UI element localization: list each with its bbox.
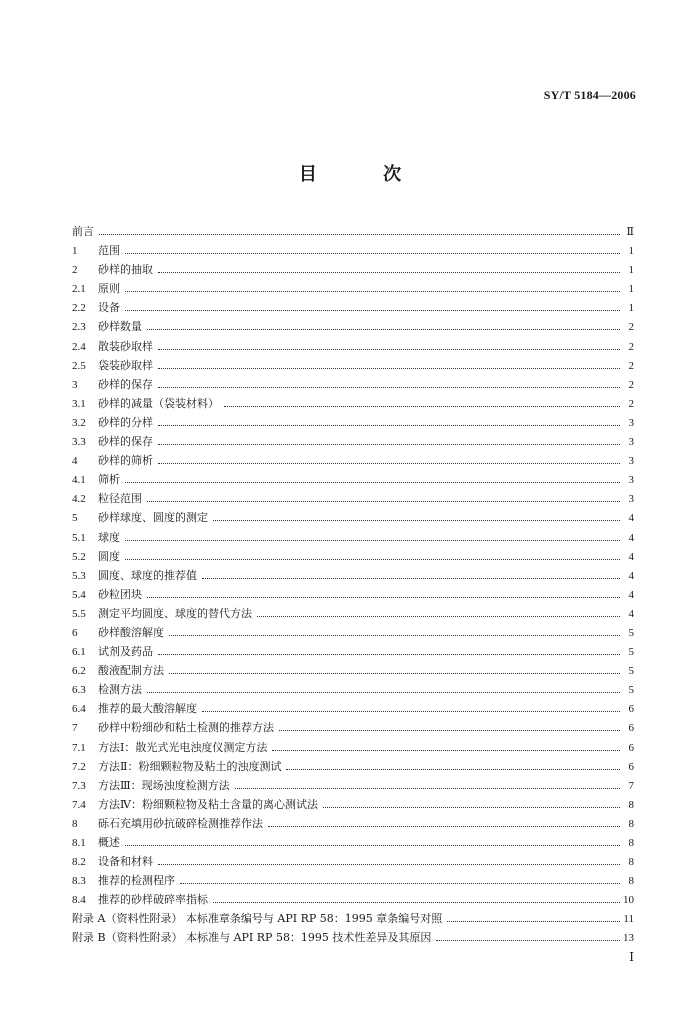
standard-number: SY/T 5184—2006 — [543, 88, 636, 102]
toc-entry-page: 6 — [628, 722, 634, 735]
toc-entry-label: 砂样的保存 — [98, 377, 153, 391]
toc-entry-label: 推荐的检测程序 — [98, 874, 175, 888]
toc-leader-dots — [147, 317, 620, 330]
toc-entry-label: 砂样球度、圆度的测定 — [98, 511, 208, 525]
toc-entry[interactable] — [72, 623, 634, 642]
toc-leader-dots — [213, 890, 620, 903]
toc-entry-number: 7.1 — [72, 741, 86, 754]
toc-entry[interactable] — [72, 413, 634, 432]
toc-entry-page: 8 — [628, 817, 634, 830]
toc-entry-number: 2.5 — [72, 359, 86, 372]
toc-entry-label: 砂样的减量（袋装材料） — [98, 396, 219, 410]
toc-leader-dots — [158, 852, 620, 865]
toc-entry-number: 2.1 — [72, 283, 86, 296]
toc-leader-dots — [180, 871, 620, 884]
toc-entry-number: 8 — [72, 817, 78, 830]
toc-entry-label: 附录 A（资料性附录） 本标准章条编号与 API RP 58：1995 章条编号对照 — [72, 912, 443, 926]
page-number: Ⅰ — [629, 950, 634, 964]
toc-entry[interactable] — [72, 298, 634, 317]
toc-leader-dots — [279, 718, 620, 731]
toc-entry-page: 4 — [628, 607, 634, 620]
toc-entry-page: 4 — [628, 588, 634, 601]
toc-entry[interactable] — [72, 489, 634, 508]
toc-leader-dots — [147, 489, 620, 502]
toc-entry[interactable] — [72, 279, 634, 298]
toc-entry-label: 概述 — [98, 836, 120, 849]
toc-entry-label: 范围 — [98, 244, 120, 258]
toc-entry-label: 砂样的分样 — [98, 415, 153, 429]
toc-entry[interactable] — [72, 718, 634, 737]
toc-entry-page: 1 — [628, 302, 634, 315]
toc-leader-dots — [158, 451, 620, 464]
toc-entry-label: 试剂及药品 — [98, 645, 153, 659]
toc-entry[interactable] — [72, 394, 634, 413]
toc-leader-dots — [158, 642, 620, 655]
toc-entry-label: 方法Ⅲ：现场浊度检测方法 — [98, 778, 230, 792]
toc-entry-page: 3 — [628, 416, 634, 429]
toc-entry-number: 5.3 — [72, 569, 86, 582]
toc-entry-page: 8 — [628, 856, 634, 869]
toc-entry-page: 3 — [628, 493, 634, 506]
toc-entry-page: 3 — [628, 436, 634, 449]
toc-entry-label: 酸液配制方法 — [98, 664, 164, 678]
toc-leader-dots — [158, 413, 620, 426]
toc-entry-label: 砂样酸溶解度 — [98, 625, 164, 639]
toc-entry[interactable] — [72, 470, 634, 489]
toc-entry-page: Ⅱ — [626, 226, 634, 238]
toc-leader-dots — [158, 260, 620, 273]
toc-entry-number: 6.1 — [72, 646, 86, 659]
toc-entry[interactable] — [72, 451, 634, 470]
toc-entry-number: 6.4 — [72, 703, 86, 716]
toc-leader-dots — [202, 699, 620, 712]
toc-leader-dots — [169, 661, 620, 674]
toc-entry-number: 2.2 — [72, 302, 86, 315]
toc-entry-label: 圆度 — [98, 549, 120, 563]
toc-entry-number: 7 — [72, 722, 78, 735]
toc-entry-page: 2 — [628, 378, 634, 391]
toc-entry-label: 砂样中粉细砂和粘土检测的推荐方法 — [98, 721, 274, 735]
toc-entry-label: 原则 — [98, 282, 120, 296]
toc-entry-label: 筛析 — [98, 473, 120, 487]
toc-entry[interactable] — [72, 337, 634, 356]
toc-entry-page: 4 — [628, 569, 634, 582]
toc-entry[interactable] — [72, 356, 634, 375]
toc-entry-page: 1 — [628, 245, 634, 258]
toc-leader-dots — [125, 833, 620, 846]
toc-entry-number: 4.1 — [72, 474, 86, 487]
table-of-contents — [72, 222, 634, 948]
toc-leader-dots — [436, 928, 620, 941]
toc-entry-label: 砂样数量 — [98, 320, 142, 334]
toc-entry-number: 8.3 — [72, 875, 86, 888]
toc-entry-page: 8 — [628, 798, 634, 811]
toc-leader-dots — [125, 298, 620, 311]
toc-leader-dots — [268, 814, 620, 827]
toc-entry[interactable] — [72, 585, 634, 604]
toc-leader-dots — [125, 547, 620, 560]
toc-entry-number: 3.1 — [72, 397, 86, 410]
toc-leader-dots — [286, 757, 620, 770]
toc-entry-label: 粒径范围 — [98, 492, 142, 506]
toc-entry-number: 6.3 — [72, 684, 86, 697]
toc-leader-dots — [147, 585, 620, 598]
toc-entry-page: 2 — [628, 359, 634, 372]
toc-entry[interactable] — [72, 566, 634, 585]
toc-entry-number: 5 — [72, 512, 78, 525]
toc-entry-page: 11 — [623, 913, 634, 926]
toc-leader-dots — [125, 470, 620, 483]
toc-entry[interactable] — [72, 547, 634, 566]
toc-entry[interactable] — [72, 508, 634, 527]
toc-entry-number: 8.4 — [72, 894, 86, 907]
toc-entry-label: 推荐的砂样破碎率指标 — [98, 893, 208, 907]
toc-leader-dots — [272, 738, 620, 751]
toc-entry-number: 5.5 — [72, 607, 86, 620]
toc-entry-label: 砂样的保存 — [98, 435, 153, 449]
toc-entry-label: 前言 — [72, 225, 94, 238]
toc-entry[interactable] — [72, 317, 634, 336]
toc-leader-dots — [158, 375, 620, 388]
toc-entry[interactable] — [72, 680, 634, 699]
toc-leader-dots — [447, 909, 620, 922]
toc-entry-number: 7.3 — [72, 779, 86, 792]
toc-entry-page: 5 — [628, 665, 634, 678]
toc-entry-number: 5.4 — [72, 588, 86, 601]
toc-entry[interactable] — [72, 375, 634, 394]
toc-entry[interactable] — [72, 604, 634, 623]
toc-entry[interactable] — [72, 795, 634, 814]
toc-entry-page: 6 — [628, 741, 634, 754]
toc-entry-label: 球度 — [98, 530, 120, 544]
toc-entry-page: 8 — [628, 837, 634, 849]
toc-leader-dots — [147, 680, 620, 693]
toc-entry[interactable] — [72, 871, 634, 890]
toc-entry-page: 7 — [628, 779, 634, 792]
toc-entry-label: 圆度、球度的推荐值 — [98, 568, 197, 582]
toc-entry-label: 设备和材料 — [98, 855, 153, 869]
toc-entry-page: 3 — [628, 474, 634, 487]
toc-entry-number: 5.1 — [72, 531, 86, 544]
toc-leader-dots — [99, 222, 620, 235]
toc-entry-label: 推荐的最大酸溶解度 — [98, 702, 197, 716]
toc-entry[interactable] — [72, 738, 634, 757]
toc-entry-label: 袋装砂取样 — [98, 358, 153, 372]
toc-entry-page: 5 — [628, 646, 634, 659]
toc-entry-number: 4.2 — [72, 493, 86, 506]
toc-entry[interactable] — [72, 241, 634, 260]
page-title: 目 次 — [298, 164, 432, 185]
toc-entry-page: 4 — [628, 531, 634, 544]
toc-entry[interactable] — [72, 642, 634, 661]
toc-entry-number: 8.2 — [72, 856, 86, 869]
toc-entry-page: 1 — [628, 264, 634, 277]
toc-entry[interactable] — [72, 528, 634, 547]
toc-entry-label: 砂样的抽取 — [98, 263, 153, 277]
toc-entry-page: 1 — [628, 283, 634, 296]
toc-entry-number: 2.3 — [72, 321, 86, 334]
toc-entry[interactable] — [72, 814, 634, 833]
toc-leader-dots — [257, 604, 620, 617]
toc-leader-dots — [125, 279, 620, 292]
toc-entry-number: 5.2 — [72, 550, 86, 563]
toc-entry-page: 10 — [623, 894, 634, 907]
toc-entry-page: 2 — [628, 321, 634, 334]
toc-leader-dots — [125, 528, 620, 541]
toc-entry-number: 4 — [72, 455, 78, 468]
toc-entry[interactable] — [72, 776, 634, 795]
toc-entry[interactable] — [72, 833, 634, 852]
toc-entry-page: 3 — [628, 455, 634, 468]
toc-entry-page: 6 — [628, 760, 634, 773]
toc-entry[interactable] — [72, 909, 634, 928]
toc-leader-dots — [158, 356, 620, 369]
toc-entry-label: 砂粒团块 — [98, 587, 142, 601]
toc-entry-page: 8 — [628, 875, 634, 888]
toc-leader-dots — [158, 337, 620, 350]
toc-leader-dots — [213, 508, 620, 521]
toc-entry-number: 7.2 — [72, 760, 86, 773]
toc-entry-number: 6.2 — [72, 665, 86, 678]
toc-entry-label: 方法Ⅳ：粉细颗粒物及粘土含量的离心测试法 — [98, 797, 318, 811]
toc-leader-dots — [158, 432, 620, 445]
toc-entry[interactable] — [72, 890, 634, 909]
toc-entry-number: 6 — [72, 626, 78, 639]
toc-entry[interactable] — [72, 928, 634, 947]
toc-entry[interactable] — [72, 260, 634, 279]
toc-entry-page: 5 — [628, 626, 634, 639]
toc-entry-label: 砂样的筛析 — [98, 454, 153, 468]
toc-entry[interactable] — [72, 222, 634, 241]
toc-leader-dots — [169, 623, 620, 636]
toc-entry-number: 1 — [72, 245, 78, 258]
toc-leader-dots — [224, 394, 620, 407]
toc-leader-dots — [235, 776, 620, 789]
toc-entry[interactable] — [72, 661, 634, 680]
toc-leader-dots — [323, 795, 620, 808]
toc-entry[interactable] — [72, 852, 634, 871]
toc-entry-label: 砾石充填用砂抗破碎检测推荐作法 — [98, 816, 263, 830]
toc-entry[interactable] — [72, 432, 634, 451]
toc-entry-number: 2 — [72, 264, 78, 277]
toc-entry-number: 3.2 — [72, 416, 86, 429]
toc-entry-page: 4 — [628, 550, 634, 563]
toc-entry-label: 附录 B（资料性附录） 本标准与 API RP 58：1995 技术性差异及其原因 — [72, 931, 432, 945]
toc-entry-number: 7.4 — [72, 798, 86, 811]
toc-entry-page: 6 — [628, 703, 634, 716]
toc-entry-number: 8.1 — [72, 837, 86, 849]
toc-entry-number: 2.4 — [72, 340, 86, 353]
toc-entry-label: 设备 — [98, 301, 120, 315]
toc-entry-number: 3.3 — [72, 436, 86, 449]
toc-entry-number: 3 — [72, 378, 78, 391]
toc-entry-label: 方法Ⅱ：粉细颗粒物及粘土的浊度测试 — [98, 759, 282, 773]
toc-entry-label: 测定平均圆度、球度的替代方法 — [98, 606, 252, 620]
toc-entry-label: 检测方法 — [98, 683, 142, 697]
toc-leader-dots — [202, 566, 620, 579]
toc-entry-label: 散装砂取样 — [98, 339, 153, 353]
toc-entry-page: 2 — [628, 340, 634, 353]
toc-entry[interactable] — [72, 757, 634, 776]
toc-entry-page: 13 — [623, 932, 634, 945]
toc-entry-page: 5 — [628, 684, 634, 697]
toc-leader-dots — [125, 241, 620, 254]
toc-entry-page: 4 — [628, 512, 634, 525]
toc-entry[interactable] — [72, 699, 634, 718]
toc-entry-label: 方法Ⅰ：散光式光电浊度仪测定方法 — [98, 740, 268, 754]
toc-entry-page: 2 — [628, 397, 634, 410]
